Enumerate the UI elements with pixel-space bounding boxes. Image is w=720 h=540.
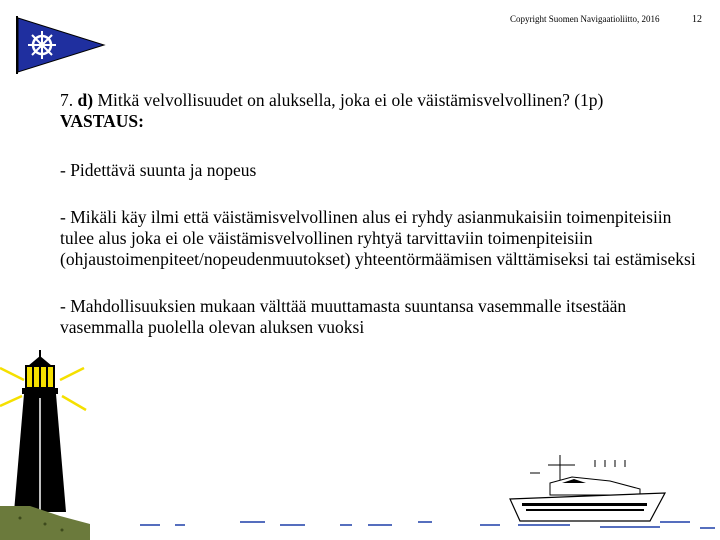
- question-text: Mitkä velvollisuudet on aluksella, joka ei ole väistämisvelvollinen? (1p): [97, 90, 604, 110]
- question-line: [60, 90, 700, 111]
- answer-point-3: - Mahdollisuuksien mukaan välttää muuttamasta suuntansa vasemmalle itsestään vasemmalla puolella olevan aluksen vuoksi: [60, 296, 627, 337]
- answer-label: VASTAUS:: [60, 111, 144, 131]
- cruise-ship-icon: [500, 445, 675, 530]
- copyright-text: Copyright Suomen Navigaatioliitto, 2016: [510, 14, 660, 24]
- answer-point-1: - Pidettävä suunta ja nopeus: [60, 160, 257, 180]
- slide-content: [60, 90, 700, 338]
- answer-point-2: - Mikäli käy ilmi että väistämisvelvollinen alus ei ryhdy asianmukaisiin toimenpiteisiin tulee alus joka ei ole väistämisvelvollinen ryhtyä tarvittaviin toimenpiteisiin (ohjaustoimenpiteet/nopeudenmuutokset) yhteentörmäämisen välttämiseksi tai estämiseksi: [60, 207, 696, 269]
- lighthouse-icon: [0, 348, 90, 540]
- pennant-flag-icon: [16, 16, 106, 74]
- question-letter: d): [77, 90, 94, 110]
- page-number: 12: [692, 14, 702, 25]
- question-number: 7.: [60, 90, 74, 110]
